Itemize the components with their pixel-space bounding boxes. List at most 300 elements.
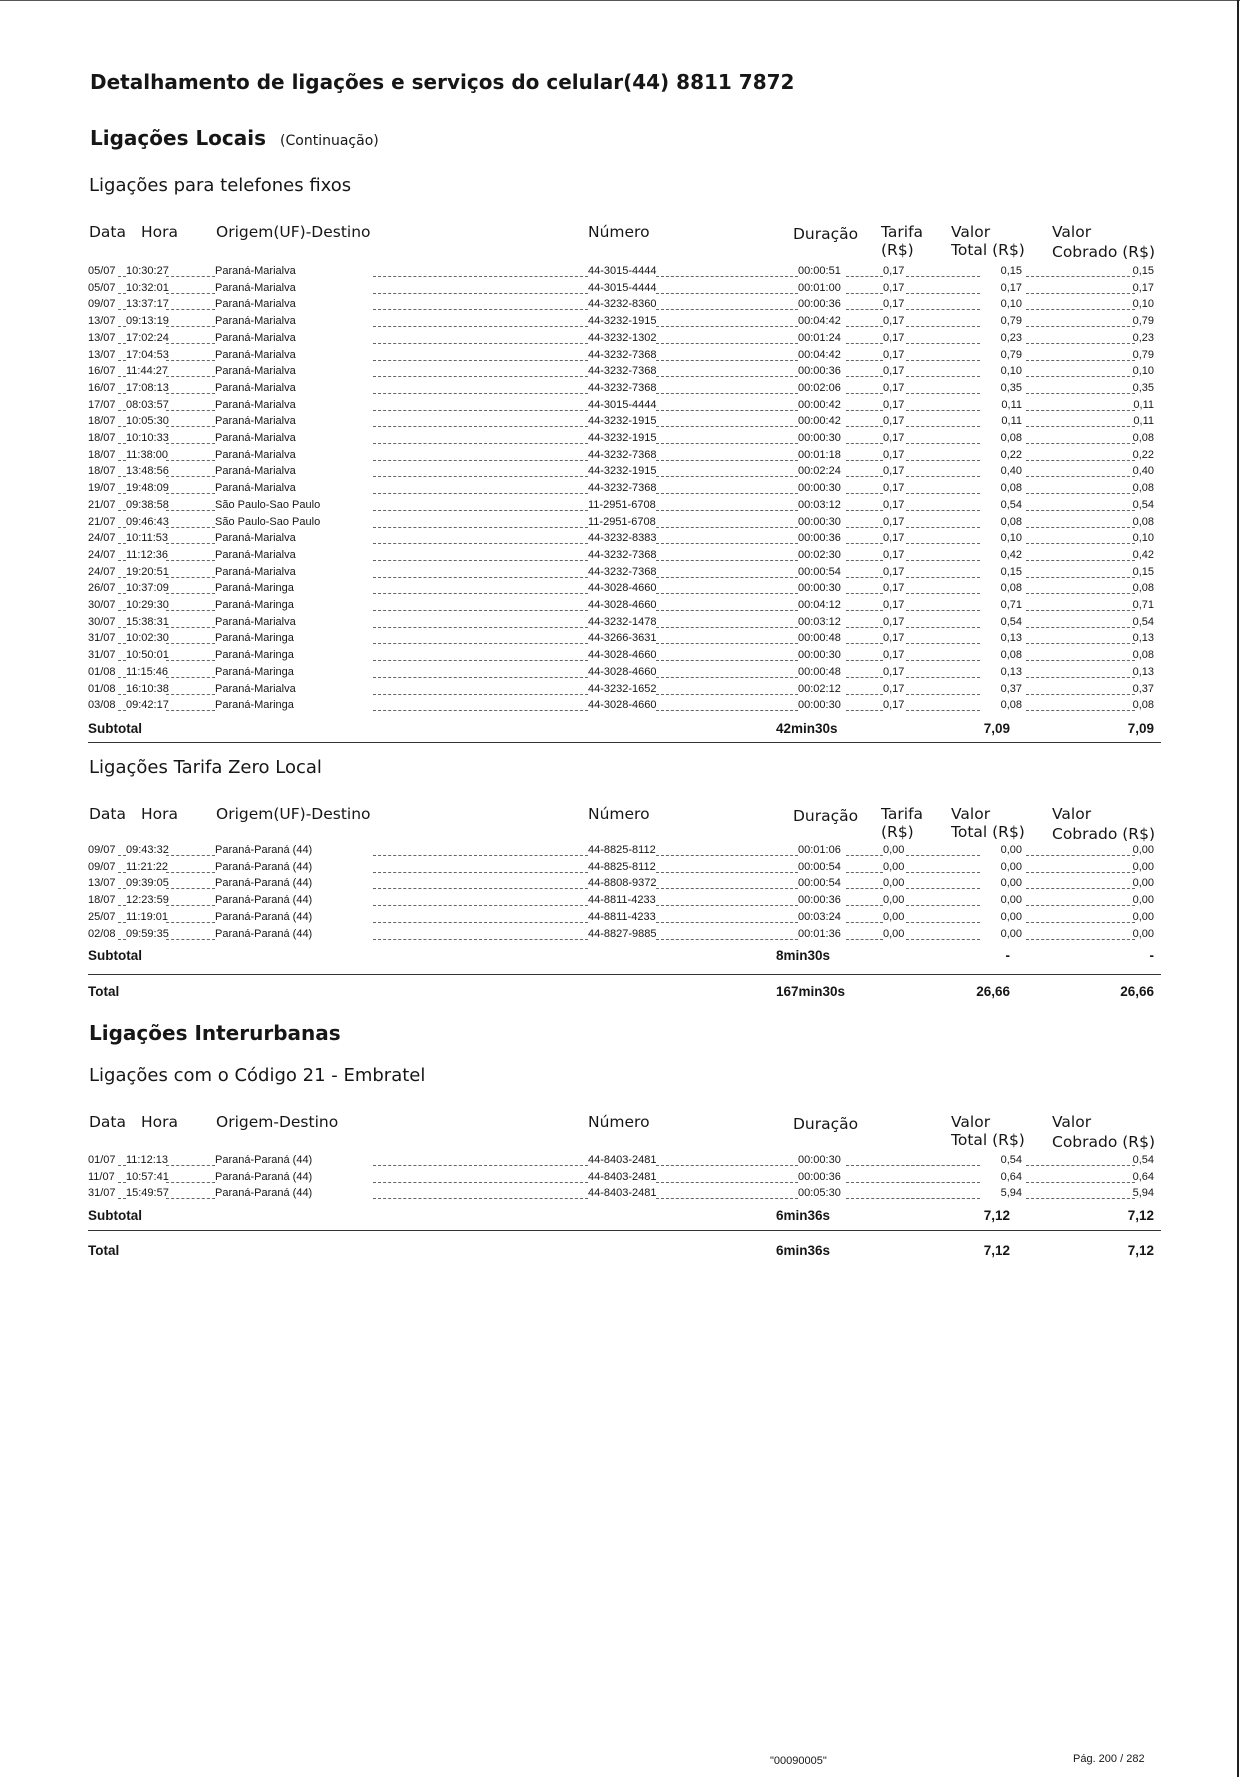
dotted-leader	[118, 460, 126, 461]
cell-origem-destino: Paraná-Marialva	[215, 415, 296, 428]
dotted-leader	[1026, 410, 1135, 411]
col-header-origem-destino: Origem(UF)-Destino	[216, 805, 371, 823]
dotted-leader	[656, 510, 798, 511]
dotted-leader	[656, 855, 798, 856]
cell-tarifa: 0,00	[883, 927, 905, 940]
total-interurbanas-valor-cobrado: 7,12	[1127, 1243, 1154, 1258]
cell-tarifa: 0,17	[883, 548, 905, 561]
cell-data: 03/08	[88, 699, 116, 712]
dotted-leader	[166, 577, 215, 578]
cell-duracao: 00:00:30	[798, 482, 841, 495]
dotted-leader	[118, 476, 126, 477]
dotted-leader	[846, 922, 883, 923]
cell-origem-destino: Paraná-Maringa	[215, 632, 294, 645]
cell-hora: 11:44:27	[126, 365, 169, 378]
col-header-valor-total: Valor	[951, 223, 991, 241]
cell-duracao: 00:00:48	[798, 665, 841, 678]
dotted-leader	[373, 443, 588, 444]
dotted-leader	[118, 643, 126, 644]
cell-numero: 44-3028-4660	[588, 699, 657, 712]
dotted-leader	[166, 326, 215, 327]
table-row	[88, 348, 1162, 365]
dotted-leader	[1026, 905, 1135, 906]
cell-valor-cobrado: 0,23	[1132, 331, 1154, 344]
dotted-leader	[1026, 543, 1135, 544]
col-header-duracao: Duração	[793, 225, 859, 243]
dotted-leader	[166, 443, 215, 444]
dotted-leader	[906, 939, 980, 940]
cell-origem-destino: Paraná-Maringa	[215, 649, 294, 662]
dotted-leader	[906, 677, 980, 678]
col-header-valor-cobrado-unit: Cobrado (R$)	[1052, 825, 1155, 843]
dotted-leader	[656, 410, 798, 411]
cell-duracao: 00:00:30	[798, 515, 841, 528]
dotted-leader	[1026, 560, 1135, 561]
dotted-leader	[118, 610, 126, 611]
cell-duracao: 00:00:36	[798, 1170, 841, 1183]
cell-duracao: 00:00:42	[798, 398, 841, 411]
cell-numero: 44-3015-4444	[588, 281, 657, 294]
heading-telefones-fixos: Ligações para telefones fixos	[89, 175, 352, 196]
dotted-leader	[846, 527, 883, 528]
dotted-leader	[906, 905, 980, 906]
dotted-leader	[373, 426, 588, 427]
cell-tarifa: 0,17	[883, 582, 905, 595]
dotted-leader	[118, 677, 126, 678]
cell-valor-total: 0,15	[1000, 265, 1022, 277]
cell-tarifa: 0,17	[883, 699, 905, 712]
heading-embratel: Ligações com o Código 21 - Embratel	[89, 1065, 426, 1086]
cell-data: 24/07	[88, 565, 116, 578]
table-row	[88, 515, 1162, 532]
cell-data: 25/07	[88, 910, 116, 923]
dotted-leader	[1026, 577, 1135, 578]
cell-data: 30/07	[88, 599, 116, 611]
dotted-leader	[846, 610, 883, 611]
cell-valor-total: 0,23	[1000, 331, 1022, 344]
cell-hora: 09:59:35	[126, 927, 169, 940]
dotted-leader	[373, 543, 588, 544]
dotted-leader	[906, 1198, 980, 1199]
cell-origem-destino: Paraná-Marialva	[215, 381, 296, 394]
cell-numero: 44-8825-8112	[588, 860, 656, 873]
cell-valor-total: 0,08	[1000, 432, 1022, 444]
cell-hora: 11:19:01	[126, 910, 169, 923]
dotted-leader	[166, 694, 215, 695]
cell-tarifa: 0,17	[883, 415, 905, 428]
cell-valor-total: 0,71	[1000, 599, 1022, 611]
cell-valor-cobrado: 0,10	[1132, 298, 1154, 311]
dotted-leader	[166, 1165, 215, 1166]
cell-valor-cobrado: 0,08	[1132, 649, 1154, 662]
dotted-leader	[166, 905, 215, 906]
table-row	[88, 481, 1162, 498]
cell-origem-destino: Paraná-Paraná (44)	[215, 1154, 313, 1166]
col-header-valor-cobrado-unit: Cobrado (R$)	[1052, 1133, 1155, 1151]
section-ligacoes-interurbanas: Ligações Interurbanas	[89, 1021, 341, 1045]
dotted-leader	[846, 493, 883, 494]
dotted-leader	[846, 694, 883, 695]
cell-tarifa: 0,17	[883, 381, 905, 394]
dotted-leader	[1026, 309, 1135, 310]
dotted-leader	[118, 1165, 126, 1166]
dotted-leader	[1026, 510, 1135, 511]
dotted-leader	[846, 627, 883, 628]
cell-hora: 10:29:30	[126, 599, 169, 611]
dotted-leader	[1026, 694, 1135, 695]
dotted-leader	[1026, 293, 1135, 294]
total-locais-duracao: 167min30s	[776, 984, 846, 999]
dotted-leader	[906, 543, 980, 544]
dotted-leader	[906, 610, 980, 611]
cell-data: 09/07	[88, 298, 116, 311]
cell-hora: 10:11:53	[126, 532, 169, 545]
cell-origem-destino: Paraná-Marialva	[215, 298, 296, 311]
cell-hora: 10:32:01	[126, 281, 169, 294]
dotted-leader	[656, 376, 798, 377]
dotted-leader	[656, 1182, 798, 1183]
dotted-leader	[166, 393, 215, 394]
dotted-leader	[166, 1198, 215, 1199]
col-header-numero: Número	[588, 805, 650, 823]
cell-valor-total: 0,08	[1000, 582, 1022, 595]
cell-hora: 17:02:24	[126, 331, 169, 344]
dotted-leader	[846, 643, 883, 644]
cell-tarifa: 0,17	[883, 432, 905, 444]
cell-valor-cobrado: 0,00	[1132, 877, 1154, 890]
cell-data: 01/08	[88, 665, 116, 678]
cell-valor-total: 0,08	[1000, 482, 1022, 495]
cell-duracao: 00:02:12	[798, 682, 841, 695]
dotted-leader	[373, 493, 588, 494]
cell-data: 19/07	[88, 482, 116, 495]
cell-valor-cobrado: 0,08	[1132, 515, 1154, 528]
cell-data: 05/07	[88, 265, 116, 277]
cell-duracao: 00:00:30	[798, 432, 841, 444]
dotted-leader	[166, 710, 215, 711]
cell-valor-total: 0,08	[1000, 699, 1022, 712]
cell-origem-destino: Paraná-Marialva	[215, 482, 296, 495]
dotted-leader	[846, 393, 883, 394]
dotted-leader	[846, 660, 883, 661]
dotted-leader	[846, 577, 883, 578]
cell-origem-destino: Paraná-Paraná (44)	[215, 877, 313, 890]
cell-duracao: 00:00:42	[798, 415, 841, 428]
dotted-leader	[373, 276, 588, 277]
total-locais-label: Total	[88, 984, 120, 999]
cell-tarifa: 0,17	[883, 532, 905, 545]
dotted-leader	[656, 922, 798, 923]
table-row	[88, 448, 1162, 465]
table-row	[88, 876, 1162, 893]
dotted-leader	[656, 293, 798, 294]
cell-origem-destino: Paraná-Maringa	[215, 665, 294, 678]
dotted-leader	[656, 1198, 798, 1199]
cell-hora: 19:20:51	[126, 565, 169, 578]
cell-hora: 15:49:57	[126, 1187, 169, 1200]
cell-tarifa: 0,17	[883, 448, 905, 461]
dotted-leader	[656, 694, 798, 695]
dotted-leader	[656, 527, 798, 528]
dotted-leader	[373, 577, 588, 578]
dotted-leader	[656, 309, 798, 310]
section-ligacoes-locais-label: Ligações Locais	[90, 126, 267, 150]
page-edge-right	[1237, 0, 1239, 1777]
cell-tarifa: 0,17	[883, 682, 905, 695]
dotted-leader	[118, 376, 126, 377]
dotted-leader	[118, 410, 126, 411]
cell-valor-total: 0,79	[1000, 348, 1022, 361]
dotted-leader	[656, 872, 798, 873]
dotted-leader	[906, 710, 980, 711]
dotted-leader	[373, 610, 588, 611]
dotted-leader	[846, 872, 883, 873]
dotted-leader	[1026, 610, 1135, 611]
dotted-leader	[118, 872, 126, 873]
cell-valor-cobrado: 0,08	[1132, 582, 1154, 595]
dotted-leader	[846, 476, 883, 477]
table-row	[88, 498, 1162, 515]
cell-valor-cobrado: 0,08	[1132, 432, 1154, 444]
cell-data: 16/07	[88, 365, 116, 378]
cell-origem-destino: São Paulo-Sao Paulo	[215, 498, 321, 511]
dotted-leader	[906, 476, 980, 477]
dotted-leader	[656, 443, 798, 444]
dotted-leader	[373, 694, 588, 695]
cell-data: 18/07	[88, 448, 116, 461]
table-row	[88, 297, 1162, 314]
cell-tarifa: 0,17	[883, 331, 905, 344]
col-header-valor-total: Valor	[951, 1113, 991, 1131]
table-row	[88, 927, 1162, 944]
dotted-leader	[373, 627, 588, 628]
cell-numero: 44-3028-4660	[588, 582, 657, 595]
dotted-leader	[1026, 939, 1135, 940]
dotted-leader	[1026, 426, 1135, 427]
table-row	[88, 698, 1162, 715]
cell-tarifa: 0,17	[883, 649, 905, 662]
cell-data: 18/07	[88, 415, 116, 428]
dotted-leader	[118, 276, 126, 277]
dotted-leader	[906, 888, 980, 889]
dotted-leader	[656, 888, 798, 889]
cell-numero: 44-3232-7368	[588, 548, 657, 561]
cell-valor-total: 5,94	[1000, 1187, 1022, 1200]
cell-data: 18/07	[88, 465, 116, 478]
cell-valor-total: 0,00	[1000, 894, 1022, 907]
cell-valor-cobrado: 0,13	[1132, 665, 1154, 678]
page-number: Pág. 200 / 282	[1073, 1753, 1145, 1765]
table-row	[88, 314, 1162, 331]
dotted-leader	[846, 593, 883, 594]
cell-hora: 10:50:01	[126, 649, 169, 662]
cell-hora: 16:10:38	[126, 682, 169, 695]
cell-hora: 09:13:19	[126, 315, 169, 328]
cell-data: 21/07	[88, 498, 116, 511]
cell-numero: 44-3028-4660	[588, 599, 657, 611]
cell-valor-cobrado: 0,17	[1132, 281, 1154, 294]
dotted-leader	[373, 677, 588, 678]
cell-valor-cobrado: 0,08	[1132, 482, 1154, 495]
dotted-leader	[373, 855, 588, 856]
dotted-leader	[1026, 677, 1135, 678]
dotted-leader	[118, 393, 126, 394]
dotted-leader	[118, 710, 126, 711]
cell-hora: 08:03:57	[126, 398, 169, 411]
col-header-valor-cobrado: Valor	[1052, 805, 1092, 823]
cell-hora: 10:02:30	[126, 632, 169, 645]
cell-origem-destino: São Paulo-Sao Paulo	[215, 515, 321, 528]
cell-origem-destino: Paraná-Paraná (44)	[215, 844, 313, 856]
dotted-leader	[166, 460, 215, 461]
dotted-leader	[166, 476, 215, 477]
cell-hora: 11:12:36	[126, 548, 169, 561]
dotted-leader	[656, 905, 798, 906]
cell-data: 17/07	[88, 398, 116, 411]
col-header-tarifa: Tarifa	[881, 805, 924, 823]
cell-numero: 44-3266-3631	[588, 632, 657, 645]
dotted-leader	[1026, 276, 1135, 277]
cell-origem-destino: Paraná-Marialva	[215, 615, 296, 628]
cell-data: 02/08	[88, 927, 116, 940]
dotted-leader	[373, 872, 588, 873]
dotted-leader	[1026, 360, 1135, 361]
dotted-leader	[846, 939, 883, 940]
dotted-leader	[166, 1182, 215, 1183]
dotted-leader	[373, 360, 588, 361]
table-row	[88, 398, 1162, 415]
dotted-leader	[906, 872, 980, 873]
subtotal-embratel-label: Subtotal	[88, 1208, 142, 1223]
cell-hora: 13:48:56	[126, 465, 169, 478]
dotted-leader	[1026, 888, 1135, 889]
cell-valor-total: 0,10	[1000, 365, 1022, 378]
cell-origem-destino: Paraná-Marialva	[215, 548, 296, 561]
subtotal-rule-embratel	[88, 1230, 1161, 1231]
dotted-leader	[118, 922, 126, 923]
cell-valor-cobrado: 0,11	[1133, 398, 1154, 411]
dotted-leader	[166, 872, 215, 873]
cell-duracao: 00:00:36	[798, 298, 841, 311]
cell-hora: 09:39:05	[126, 877, 169, 890]
cell-hora: 15:38:31	[126, 615, 169, 628]
dotted-leader	[846, 293, 883, 294]
dotted-leader	[656, 360, 798, 361]
dotted-leader	[373, 510, 588, 511]
dotted-leader	[118, 493, 126, 494]
cell-hora: 11:12:13	[126, 1154, 169, 1166]
cell-valor-total: 0,10	[1000, 532, 1022, 545]
dotted-leader	[906, 527, 980, 528]
cell-data: 13/07	[88, 348, 116, 361]
cell-numero: 44-8403-2481	[588, 1170, 657, 1183]
dotted-leader	[656, 560, 798, 561]
dotted-leader	[118, 1182, 126, 1183]
dotted-leader	[166, 677, 215, 678]
cell-numero: 44-3232-7368	[588, 348, 657, 361]
cell-origem-destino: Paraná-Maringa	[215, 699, 294, 712]
col-header-duracao: Duração	[793, 807, 859, 825]
cell-tarifa: 0,17	[883, 348, 905, 361]
dotted-leader	[373, 410, 588, 411]
dotted-leader	[1026, 855, 1135, 856]
dotted-leader	[373, 939, 588, 940]
dotted-leader	[906, 1165, 980, 1166]
dotted-leader	[846, 855, 883, 856]
cell-numero: 44-3232-1915	[588, 315, 657, 328]
dotted-leader	[1026, 376, 1135, 377]
cell-origem-destino: Paraná-Marialva	[215, 331, 296, 344]
cell-origem-destino: Paraná-Marialva	[215, 565, 296, 578]
cell-numero: 44-8825-8112	[588, 844, 656, 856]
document-code: "00090005"	[770, 1755, 827, 1767]
col-header-tarifa: Tarifa	[881, 223, 924, 241]
table-row	[88, 598, 1162, 615]
dotted-leader	[166, 560, 215, 561]
cell-valor-total: 0,00	[1000, 910, 1022, 923]
cell-origem-destino: Paraná-Marialva	[215, 465, 296, 478]
col-header-data: Data	[89, 1113, 127, 1131]
cell-data: 09/07	[88, 844, 116, 856]
cell-valor-cobrado: 0,00	[1132, 844, 1154, 856]
cell-numero: 44-3232-1652	[588, 682, 657, 695]
cell-data: 31/07	[88, 1187, 116, 1200]
cell-duracao: 00:00:30	[798, 699, 841, 712]
dotted-leader	[906, 393, 980, 394]
cell-duracao: 00:05:30	[798, 1187, 841, 1200]
dotted-leader	[166, 293, 215, 294]
dotted-leader	[166, 593, 215, 594]
cell-valor-total: 0,22	[1000, 448, 1022, 461]
cell-tarifa: 0,00	[883, 877, 905, 890]
dotted-leader	[656, 660, 798, 661]
cell-data: 01/08	[88, 682, 116, 695]
cell-numero: 44-3232-7368	[588, 381, 657, 394]
dotted-leader	[118, 694, 126, 695]
dotted-leader	[906, 643, 980, 644]
cell-numero: 44-8808-9372	[588, 877, 657, 890]
dotted-leader	[1026, 476, 1135, 477]
cell-data: 13/07	[88, 331, 116, 344]
cell-data: 31/07	[88, 649, 116, 662]
cell-valor-total: 0,79	[1000, 315, 1022, 328]
cell-valor-cobrado: 0,71	[1132, 599, 1154, 611]
dotted-leader	[846, 510, 883, 511]
cell-valor-total: 0,17	[1000, 281, 1022, 294]
cell-valor-total: 0,13	[1000, 665, 1022, 678]
dotted-leader	[846, 543, 883, 544]
cell-hora: 13:37:17	[126, 298, 169, 311]
dotted-leader	[1026, 326, 1135, 327]
table-row	[88, 631, 1162, 648]
cell-origem-destino: Paraná-Paraná (44)	[215, 860, 313, 873]
cell-numero: 44-3232-7368	[588, 482, 657, 495]
cell-numero: 11-2951-6708	[588, 515, 656, 528]
cell-numero: 44-3232-1302	[588, 331, 657, 344]
dotted-leader	[373, 1198, 588, 1199]
cell-data: 18/07	[88, 894, 116, 907]
dotted-leader	[846, 376, 883, 377]
cell-data: 26/07	[88, 582, 116, 595]
col-header-hora: Hora	[141, 805, 179, 823]
col-header-valor-total-unit: Total (R$)	[951, 241, 1025, 259]
table-row	[88, 910, 1162, 927]
cell-valor-cobrado: 0,54	[1132, 498, 1154, 511]
dotted-leader	[166, 610, 215, 611]
dotted-leader	[118, 443, 126, 444]
dotted-leader	[373, 1165, 588, 1166]
cell-hora: 17:08:13	[126, 381, 169, 394]
